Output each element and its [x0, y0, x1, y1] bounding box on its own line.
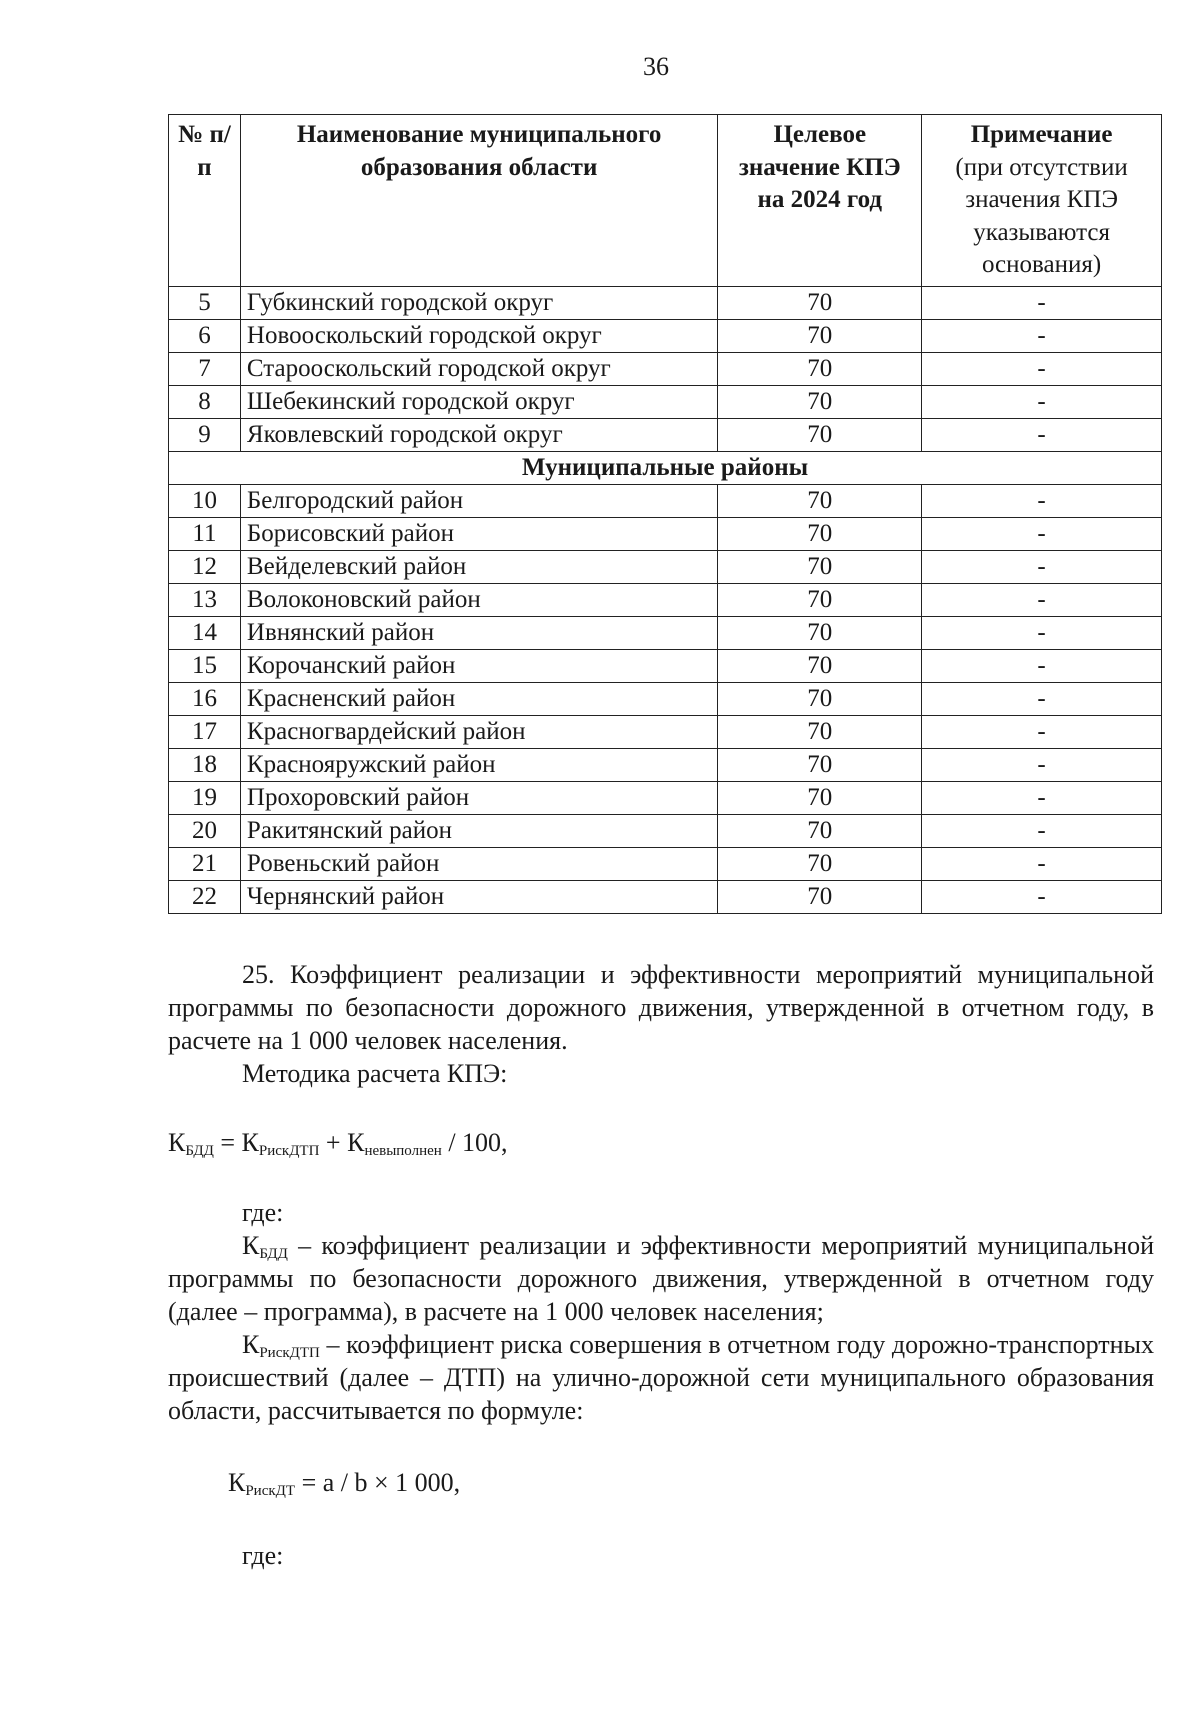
- header-note-title: Примечание: [970, 121, 1113, 148]
- row-number: 18: [169, 748, 241, 781]
- row-note: -: [922, 715, 1162, 748]
- row-target-value: 70: [718, 517, 922, 550]
- header-target: Целевое значение КПЭ на 2024 год: [718, 115, 922, 287]
- row-target-value: 70: [718, 550, 922, 583]
- table-row: [169, 781, 1162, 814]
- row-name: Ракитянский район: [240, 814, 717, 847]
- row-name: Прохоровский район: [240, 781, 717, 814]
- table-row: [169, 847, 1162, 880]
- paragraph-25: 25. Коэффициент реализации и эффективности мероприятий муниципальной программы по безопасности дорожного движения, утвержденной в отчетном году, в расчете на 1 000 человек населения.: [168, 960, 1154, 1055]
- row-target-value: 70: [718, 616, 922, 649]
- row-note: -: [922, 814, 1162, 847]
- row-number: 22: [169, 880, 241, 913]
- row-note: -: [922, 847, 1162, 880]
- row-note: -: [922, 319, 1162, 352]
- row-target-value: 70: [718, 583, 922, 616]
- row-name: Борисовский район: [240, 517, 717, 550]
- row-target-value: 70: [718, 352, 922, 385]
- row-note: -: [922, 616, 1162, 649]
- header-name: Наименование муниципального образования области: [240, 115, 717, 287]
- row-number: 15: [169, 649, 241, 682]
- kpe-table: [168, 114, 1162, 914]
- row-name: Белгородский район: [240, 484, 717, 517]
- row-number: 6: [169, 319, 241, 352]
- table-row: [169, 319, 1162, 352]
- table-row: [169, 880, 1162, 913]
- header-note: [922, 115, 1162, 287]
- table-row: [169, 286, 1162, 319]
- row-target-value: 70: [718, 286, 922, 319]
- row-note: -: [922, 517, 1162, 550]
- table-row: [169, 649, 1162, 682]
- row-name: Старооскольский городской округ: [240, 352, 717, 385]
- row-target-value: 70: [718, 748, 922, 781]
- table-row: [169, 484, 1162, 517]
- row-note: -: [922, 583, 1162, 616]
- table-row: [169, 814, 1162, 847]
- row-name: Краснояружский район: [240, 748, 717, 781]
- row-target-value: 70: [718, 847, 922, 880]
- row-note: -: [922, 781, 1162, 814]
- row-number: 16: [169, 682, 241, 715]
- page-number: 36: [643, 52, 669, 81]
- row-name: Губкинский городской округ: [240, 286, 717, 319]
- row-target-value: 70: [718, 814, 922, 847]
- row-number: 7: [169, 352, 241, 385]
- row-note: -: [922, 748, 1162, 781]
- row-number: 10: [169, 484, 241, 517]
- formula-kbdd: $К_{БДД} = К_{РискДТП} + К_{невыполнен} / 100$,: [168, 1128, 508, 1159]
- row-number: 20: [169, 814, 241, 847]
- table-row: [169, 385, 1162, 418]
- row-note: -: [922, 682, 1162, 715]
- header-num: № п/п: [169, 115, 241, 287]
- definition-kbdd: $К_{БДД}$ – коэффициент реализации и эффективности мероприятий муниципальной программы по безопасности дорожного движения, утвержденной в отчетном году (далее – программа), в расчете на 1 000 человек населения;: [168, 1231, 1154, 1326]
- row-target-value: 70: [718, 715, 922, 748]
- row-name: Красненский район: [240, 682, 717, 715]
- row-number: 12: [169, 550, 241, 583]
- table-row: [169, 616, 1162, 649]
- row-name: Ровеньский район: [240, 847, 717, 880]
- row-note: -: [922, 352, 1162, 385]
- row-target-value: 70: [718, 682, 922, 715]
- table-row: [169, 748, 1162, 781]
- header-note-sub: (при отсутствии значения КПЭ указываются основания): [955, 153, 1128, 278]
- section-title: Муниципальные районы: [169, 451, 1162, 484]
- row-note: -: [922, 550, 1162, 583]
- table-row: [169, 682, 1162, 715]
- row-target-value: 70: [718, 781, 922, 814]
- row-target-value: 70: [718, 385, 922, 418]
- table-row: [169, 517, 1162, 550]
- row-number: 21: [169, 847, 241, 880]
- row-number: 8: [169, 385, 241, 418]
- row-target-value: 70: [718, 880, 922, 913]
- definition-kriskdtp: $К_{РискДТП}$ – коэффициент риска совершения в отчетном году дорожно-транспортных происшествий (далее – ДТП) на улично-дорожной сети муниципального образования области, рассчитывается по формуле:: [168, 1330, 1154, 1425]
- table-row: [169, 550, 1162, 583]
- where-label-1: где:: [242, 1198, 284, 1227]
- row-number: 17: [169, 715, 241, 748]
- row-number: 19: [169, 781, 241, 814]
- row-note: -: [922, 880, 1162, 913]
- row-note: -: [922, 286, 1162, 319]
- row-note: -: [922, 385, 1162, 418]
- row-number: 11: [169, 517, 241, 550]
- row-target-value: 70: [718, 418, 922, 451]
- row-number: 14: [169, 616, 241, 649]
- where-label-2: где:: [242, 1541, 284, 1570]
- row-name: Чернянский район: [240, 880, 717, 913]
- row-target-value: 70: [718, 484, 922, 517]
- row-name: Вейделевский район: [240, 550, 717, 583]
- row-name: Красногвардейский район: [240, 715, 717, 748]
- body-text: [168, 958, 1154, 1572]
- formula-kriskdt: $К_{РискДТ} = a / b \times 1$ 000,: [228, 1468, 461, 1499]
- row-name: Новооскольский городской округ: [240, 319, 717, 352]
- row-name: Шебекинский городской округ: [240, 385, 717, 418]
- method-label: Методика расчета КПЭ:: [242, 1059, 508, 1088]
- row-target-value: 70: [718, 649, 922, 682]
- row-number: 5: [169, 286, 241, 319]
- row-number: 9: [169, 418, 241, 451]
- row-target-value: 70: [718, 319, 922, 352]
- row-note: -: [922, 484, 1162, 517]
- table-row: [169, 583, 1162, 616]
- row-note: -: [922, 649, 1162, 682]
- row-number: 13: [169, 583, 241, 616]
- row-note: -: [922, 418, 1162, 451]
- row-name: Ивнянский район: [240, 616, 717, 649]
- row-name: Волоконовский район: [240, 583, 717, 616]
- section-row: [169, 451, 1162, 484]
- table-row: [169, 418, 1162, 451]
- table-row: [169, 715, 1162, 748]
- table-header-row: [169, 115, 1162, 287]
- row-name: Корочанский район: [240, 649, 717, 682]
- table-row: [169, 352, 1162, 385]
- row-name: Яковлевский городской округ: [240, 418, 717, 451]
